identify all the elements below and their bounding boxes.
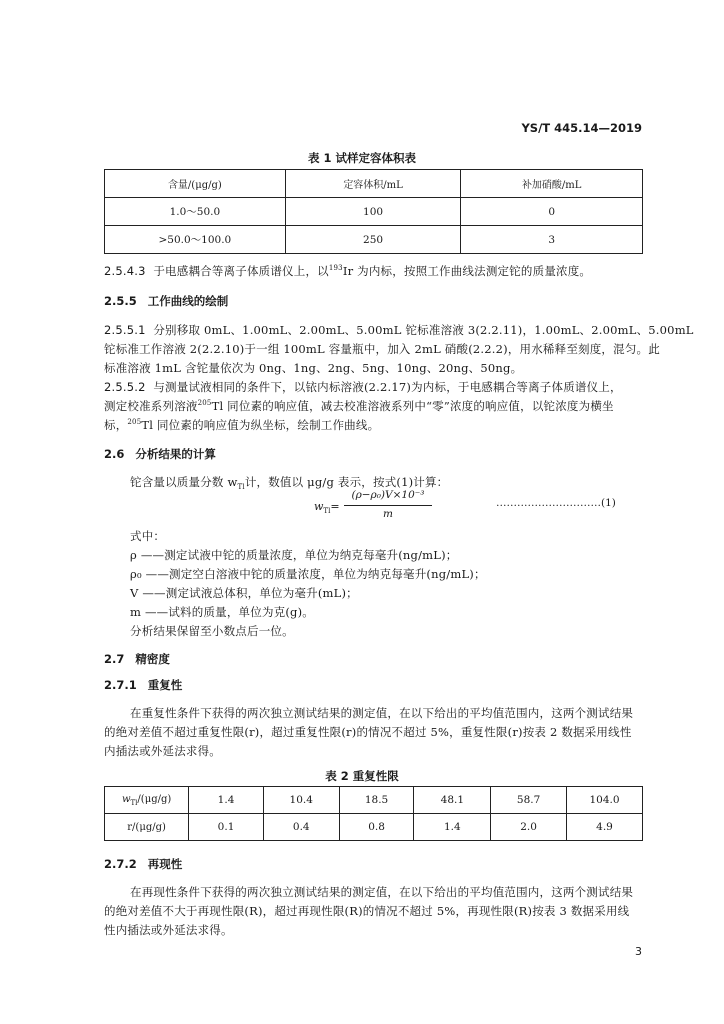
heading-title: 精密度: [135, 652, 170, 666]
table1-header-nitric: 补加硝酸/mL: [461, 170, 643, 198]
table2-cell: 10.4: [263, 787, 339, 814]
heading-2-5-5: [104, 293, 228, 309]
clause-number: 2.5.5.1: [104, 323, 146, 337]
clause-text: Tl 同位素的响应值，减去校准溶液系列中“零”浓度的响应值，以铊浓度为横坐: [211, 399, 614, 413]
heading-number: 2.7: [104, 652, 125, 666]
table1-cell: 250: [285, 226, 461, 254]
table2-cell: 0.4: [263, 814, 339, 841]
where-item-m: m ——试料的质量，单位为克(g)。: [130, 605, 314, 619]
reproducibility-line1: 在再现性条件下获得的两次独立测试结果的测定值，在以下给出的平均值范围内，这两个测试结果: [130, 885, 634, 899]
clause-text: Tl 同位素的响应值为纵坐标，绘制工作曲线。: [141, 418, 380, 432]
table2-cell: 1.4: [414, 814, 491, 841]
table2-caption: 表 2 重复性限: [325, 769, 399, 783]
table1-cell: 100: [285, 198, 461, 226]
heading-number: 2.6: [104, 447, 125, 461]
isotope-superscript: 205: [127, 418, 142, 426]
clause-2-5-5-2-line2: [104, 398, 614, 414]
clause-number: 2.5.4.3: [104, 264, 146, 278]
reproducibility-line3: 性内插法或外延法求得。: [104, 923, 233, 937]
where-item-rho: ρ ——测定试液中铊的质量浓度，单位为纳克每毫升(ng/mL)；: [130, 548, 458, 562]
clause-2-5-5-2-line3: [104, 417, 379, 433]
heading-title: 再现性: [147, 857, 183, 871]
clause-text: 标，: [104, 418, 128, 432]
equation-number: …………………………(1): [496, 497, 616, 509]
repeatability-line2: 的绝对差值不超过重复性限(r)，超过重复性限(r)的情况不超过 5%，重复性限(r)按表 2 数据采用线性: [104, 725, 632, 739]
clause-2-5-5-1-line3: 标准溶液 1mL 含铊量依次为 0ng、1ng、2ng、5ng、10ng、20ng、50ng。: [104, 361, 523, 375]
heading-number: 2.7.1: [104, 678, 137, 692]
isotope-superscript: 205: [197, 399, 212, 407]
repeatability-line3: 内插法或外延法求得。: [104, 744, 221, 758]
table2-cell: 4.9: [567, 814, 643, 841]
table2-cell: 2.0: [491, 814, 567, 841]
heading-2-7-2: [104, 856, 182, 872]
heading-2-7-1: [104, 677, 182, 693]
clause-2-5-5-2-line1: [104, 379, 622, 395]
formula-symbol: w: [314, 500, 324, 513]
symbol-subscript: Tl: [237, 483, 245, 491]
table2-cell: 1.4: [189, 787, 264, 814]
standard-number: YS/T 445.14—2019: [521, 121, 642, 135]
table-row: [105, 787, 643, 814]
table2-row-header-r: r/(μg/g): [105, 814, 189, 841]
formula-numerator: (ρ−ρ₀)V×10⁻³: [351, 489, 425, 501]
clause-2-5-4-3: [104, 263, 591, 279]
table2-cell: 48.1: [414, 787, 491, 814]
table1-cell: >50.0～100.0: [105, 226, 286, 254]
where-item-v: V ——测定试液总体积，单位为毫升(mL)；: [130, 586, 358, 600]
table2-cell: 0.8: [339, 814, 414, 841]
heading-title: 重复性: [147, 678, 183, 692]
table2-cell: 104.0: [567, 787, 643, 814]
clause-text: 测定校准系列溶液: [104, 399, 198, 413]
calc-text: 计，数值以 μg/g 表示，按式(1)计算：: [244, 475, 449, 489]
rounding-note: 分析结果保留至小数点后一位。: [130, 624, 294, 638]
clause-2-5-5-1-line1: [104, 322, 694, 338]
table1: [104, 169, 643, 254]
clause-text: Ir 为内标，按照工作曲线法测定铊的质量浓度。: [342, 264, 592, 278]
table-row: [105, 814, 643, 841]
heading-number: 2.7.2: [104, 857, 137, 871]
page-number: 3: [635, 945, 642, 958]
formula-equals: =: [330, 500, 340, 513]
clause-text: 于电感耦合等离子体质谱仪上，以: [153, 264, 329, 278]
table2-cell: 58.7: [491, 787, 567, 814]
table2-row-header-w: $w_{Tl}/(\mu g/g)$: [105, 787, 189, 814]
table2: [104, 786, 643, 841]
formula-subscript: Tl: [323, 507, 331, 515]
heading-title: 分析结果的计算: [135, 447, 216, 461]
clause-text: 与测量试液相同的条件下，以铱内标溶液(2.2.17)为内标，于电感耦合等离子体质谱仪上，: [153, 380, 622, 394]
calc-text: 铊含量以质量分数 w: [130, 475, 238, 489]
table2-cell: 0.1: [189, 814, 264, 841]
isotope-superscript: 193: [328, 264, 343, 272]
table1-header-content: 含量/(μg/g): [105, 170, 286, 198]
heading-title: 工作曲线的绘制: [147, 294, 229, 308]
clause-2-5-5-1-line2: 铊标准工作溶液 2(2.2.10)于一组 100mL 容量瓶中，加入 2mL 硝酸(2.2.2)，用水稀释至刻度，混匀。此: [104, 342, 660, 356]
table1-cell: 3: [461, 226, 643, 254]
table2-cell: 18.5: [339, 787, 414, 814]
table1-header-volume: 定容体积/mL: [285, 170, 461, 198]
heading-2-7: [104, 651, 170, 667]
clause-text: 分别移取 0mL、1.00mL、2.00mL、5.00mL 铊标准溶液 3(2.2.11)，1.00mL、2.00mL、5.00mL: [153, 323, 694, 337]
where-title: 式中：: [130, 529, 166, 543]
fraction-bar: [344, 505, 432, 506]
table-row: [105, 226, 643, 254]
table1-caption: 表 1 试样定容体积表: [307, 151, 416, 165]
table-row: [105, 198, 643, 226]
clause-number: 2.5.5.2: [104, 380, 146, 394]
formula-lhs: [314, 500, 340, 515]
repeatability-line1: 在重复性条件下获得的两次独立测试结果的测定值，在以下给出的平均值范围内，这两个测试结果: [130, 706, 634, 720]
heading-number: 2.5.5: [104, 294, 137, 308]
table1-cell: 0: [461, 198, 643, 226]
where-item-rho0: ρ₀ ——测定空白溶液中铊的质量浓度，单位为纳克每毫升(ng/mL)；: [130, 567, 486, 581]
reproducibility-line2: 的绝对差值不大于再现性限(R)，超过再现性限(R)的情况不超过 5%，再现性限(R)按表 3 数据采用线: [104, 904, 630, 918]
formula-denominator: m: [383, 508, 393, 520]
heading-2-6: [104, 446, 216, 462]
table1-cell: 1.0～50.0: [105, 198, 286, 226]
